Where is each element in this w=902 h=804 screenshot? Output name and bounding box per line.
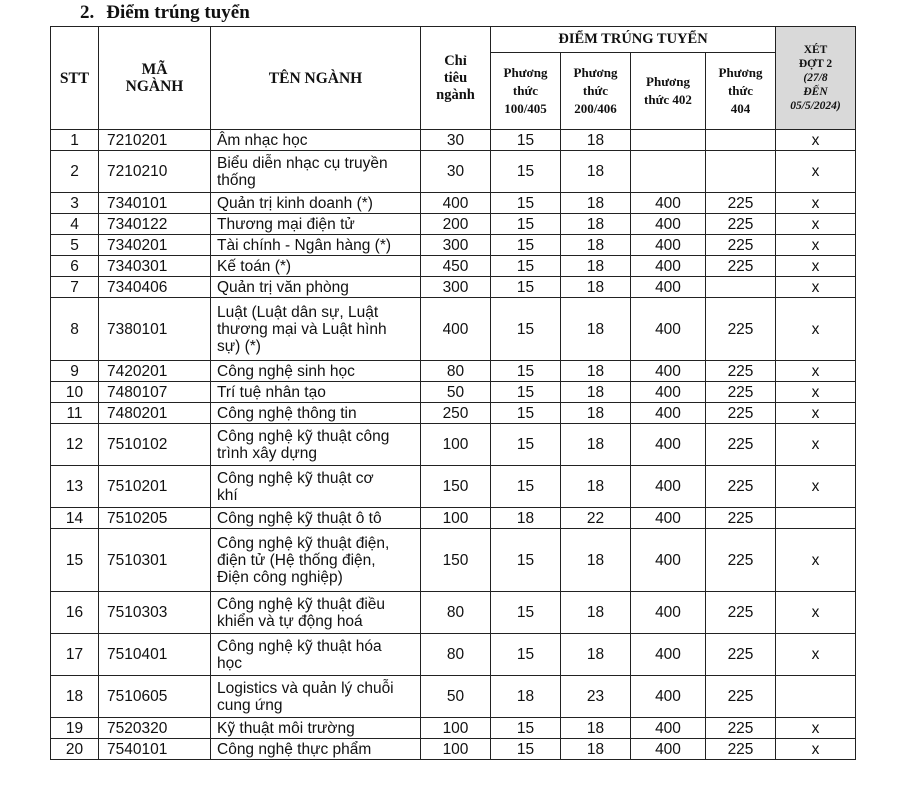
table-row	[51, 634, 856, 676]
cell-xet-dot-2: x	[776, 424, 856, 466]
cell-xet-dot-2: x	[776, 529, 856, 592]
header-chi-tieu: Chỉ tiêu ngành	[421, 27, 491, 130]
cell-pt-200-406: 18	[561, 382, 631, 403]
cell-chi-tieu: 400	[421, 298, 491, 361]
cell-ten-nganh	[211, 424, 421, 466]
cell-xet-dot-2: x	[776, 193, 856, 214]
cell-pt-404: 225	[706, 529, 776, 592]
cell-pt-100-405: 15	[491, 634, 561, 676]
table-row	[51, 739, 856, 760]
ten-nganh-line: Công nghệ kỹ thuật ô tô	[217, 509, 382, 527]
cell-pt-402: 400	[631, 739, 706, 760]
section-title: Điểm trúng tuyển	[106, 2, 250, 23]
cell-pt-404	[706, 151, 776, 193]
ten-nganh-line: Điện công nghiệp)	[217, 568, 343, 586]
cell-xet-dot-2: x	[776, 214, 856, 235]
cell-pt-200-406: 18	[561, 403, 631, 424]
cell-ma-nganh: 7540101	[99, 739, 211, 760]
cell-pt-200-406: 18	[561, 214, 631, 235]
cell-xet-dot-2: x	[776, 718, 856, 739]
cell-chi-tieu: 30	[421, 151, 491, 193]
cell-ma-nganh: 7510205	[99, 508, 211, 529]
cell-stt: 2	[51, 151, 99, 193]
ten-nganh-line: Quản trị kinh doanh (*)	[217, 194, 373, 212]
cell-ma-nganh: 7340301	[99, 256, 211, 277]
cell-stt: 14	[51, 508, 99, 529]
cell-pt-100-405: 15	[491, 592, 561, 634]
cell-pt-402: 400	[631, 256, 706, 277]
cell-pt-404: 225	[706, 193, 776, 214]
header-diem-trung-tuyen: ĐIỂM TRÚNG TUYỂN	[491, 27, 776, 53]
cell-pt-100-405: 15	[491, 403, 561, 424]
cell-chi-tieu: 200	[421, 214, 491, 235]
ten-nganh-line: Thương mại điện tử	[217, 215, 355, 233]
ten-nganh-line: trình xây dựng	[217, 444, 317, 462]
ten-nganh-line: điện tử (Hệ thống điện,	[217, 551, 376, 569]
section-number: 2.	[80, 2, 95, 23]
table-row	[51, 361, 856, 382]
cell-ma-nganh: 7340101	[99, 193, 211, 214]
cell-pt-100-405: 15	[491, 529, 561, 592]
cell-chi-tieu: 100	[421, 424, 491, 466]
cell-chi-tieu: 30	[421, 130, 491, 151]
ten-nganh-line: Công nghệ thực phẩm	[217, 740, 372, 758]
cell-ma-nganh: 7380101	[99, 298, 211, 361]
cell-ten-nganh	[211, 382, 421, 403]
cell-pt-100-405: 18	[491, 676, 561, 718]
header-ma-nganh: MÃ NGÀNH	[99, 27, 211, 130]
cell-pt-402: 400	[631, 382, 706, 403]
cell-pt-402: 400	[631, 634, 706, 676]
cell-stt: 15	[51, 529, 99, 592]
cell-chi-tieu: 50	[421, 676, 491, 718]
cell-ten-nganh	[211, 718, 421, 739]
cell-ten-nganh	[211, 256, 421, 277]
cell-stt: 12	[51, 424, 99, 466]
cell-pt-200-406: 18	[561, 256, 631, 277]
cell-ma-nganh: 7420201	[99, 361, 211, 382]
ten-nganh-line: Âm nhạc học	[217, 131, 308, 149]
cell-pt-200-406: 18	[561, 277, 631, 298]
ten-nganh-line: Trí tuệ nhân tạo	[217, 383, 326, 401]
cell-pt-402: 400	[631, 718, 706, 739]
ten-nganh-line: Logistics và quản lý chuỗi	[217, 679, 394, 697]
cell-pt-404	[706, 277, 776, 298]
cell-pt-100-405: 15	[491, 193, 561, 214]
cell-pt-100-405: 15	[491, 298, 561, 361]
cell-pt-100-405: 15	[491, 256, 561, 277]
header-stt: STT	[51, 27, 99, 130]
cell-xet-dot-2: x	[776, 277, 856, 298]
cell-chi-tieu: 450	[421, 256, 491, 277]
cell-xet-dot-2: x	[776, 403, 856, 424]
cell-pt-100-405: 15	[491, 718, 561, 739]
table-row	[51, 382, 856, 403]
table-row	[51, 214, 856, 235]
cell-ma-nganh: 7510102	[99, 424, 211, 466]
cell-ma-nganh: 7510201	[99, 466, 211, 508]
cell-pt-404: 225	[706, 361, 776, 382]
table-row	[51, 718, 856, 739]
cell-ten-nganh	[211, 529, 421, 592]
cell-pt-402: 400	[631, 277, 706, 298]
ten-nganh-line: học	[217, 654, 242, 672]
cell-pt-100-405: 15	[491, 214, 561, 235]
admission-scores-table	[50, 26, 856, 760]
cell-pt-100-405: 15	[491, 151, 561, 193]
ten-nganh-line: khiển và tự động hoá	[217, 612, 363, 630]
cell-chi-tieu: 400	[421, 193, 491, 214]
cell-pt-200-406: 18	[561, 529, 631, 592]
cell-stt: 18	[51, 676, 99, 718]
ten-nganh-line: Biểu diễn nhạc cụ truyền	[217, 154, 388, 172]
table-row	[51, 592, 856, 634]
cell-pt-404: 225	[706, 235, 776, 256]
cell-chi-tieu: 80	[421, 361, 491, 382]
ten-nganh-line: Công nghệ kỹ thuật hóa	[217, 637, 382, 655]
cell-stt: 10	[51, 382, 99, 403]
cell-chi-tieu: 80	[421, 592, 491, 634]
header-pt-200-406: Phương thức 200/406	[561, 53, 631, 130]
cell-ma-nganh: 7210201	[99, 130, 211, 151]
cell-ma-nganh: 7340122	[99, 214, 211, 235]
cell-ma-nganh: 7510303	[99, 592, 211, 634]
ten-nganh-line: thương mại và Luật hình	[217, 320, 387, 338]
cell-chi-tieu: 300	[421, 277, 491, 298]
cell-pt-200-406: 18	[561, 361, 631, 382]
cell-ten-nganh	[211, 151, 421, 193]
cell-chi-tieu: 250	[421, 403, 491, 424]
cell-xet-dot-2: x	[776, 382, 856, 403]
cell-chi-tieu: 80	[421, 634, 491, 676]
cell-pt-404: 225	[706, 466, 776, 508]
cell-pt-402: 400	[631, 529, 706, 592]
cell-stt: 9	[51, 361, 99, 382]
cell-pt-402	[631, 151, 706, 193]
cell-xet-dot-2: x	[776, 298, 856, 361]
cell-ma-nganh: 7510401	[99, 634, 211, 676]
cell-xet-dot-2: x	[776, 361, 856, 382]
cell-pt-200-406: 18	[561, 424, 631, 466]
cell-pt-402: 400	[631, 298, 706, 361]
cell-xet-dot-2: x	[776, 256, 856, 277]
cell-pt-402: 400	[631, 424, 706, 466]
cell-pt-100-405: 15	[491, 382, 561, 403]
ten-nganh-line: Quản trị văn phòng	[217, 278, 349, 296]
ten-nganh-line: cung ứng	[217, 696, 283, 714]
cell-chi-tieu: 300	[421, 235, 491, 256]
cell-ten-nganh	[211, 739, 421, 760]
cell-pt-404: 225	[706, 592, 776, 634]
cell-pt-402: 400	[631, 592, 706, 634]
table-row	[51, 466, 856, 508]
cell-pt-200-406: 18	[561, 718, 631, 739]
cell-ten-nganh	[211, 214, 421, 235]
cell-ma-nganh: 7510301	[99, 529, 211, 592]
cell-xet-dot-2: x	[776, 235, 856, 256]
cell-stt: 7	[51, 277, 99, 298]
ten-nganh-line: thống	[217, 171, 256, 189]
cell-pt-100-405: 15	[491, 361, 561, 382]
cell-stt: 8	[51, 298, 99, 361]
table-row	[51, 424, 856, 466]
cell-stt: 6	[51, 256, 99, 277]
cell-pt-200-406: 18	[561, 592, 631, 634]
cell-xet-dot-2: x	[776, 151, 856, 193]
cell-ten-nganh	[211, 403, 421, 424]
cell-pt-402: 400	[631, 235, 706, 256]
ten-nganh-line: khí	[217, 486, 238, 504]
cell-pt-404	[706, 130, 776, 151]
cell-pt-200-406: 18	[561, 739, 631, 760]
cell-pt-402: 400	[631, 508, 706, 529]
cell-chi-tieu: 150	[421, 466, 491, 508]
table-row	[51, 529, 856, 592]
cell-pt-100-405: 15	[491, 235, 561, 256]
table-row	[51, 256, 856, 277]
ten-nganh-line: Kỹ thuật môi trường	[217, 719, 355, 737]
header-ten-nganh: TÊN NGÀNH	[211, 27, 421, 130]
cell-ten-nganh	[211, 193, 421, 214]
table-row	[51, 676, 856, 718]
cell-pt-404: 225	[706, 676, 776, 718]
cell-ma-nganh: 7210210	[99, 151, 211, 193]
cell-ten-nganh	[211, 676, 421, 718]
header-pt-100-405: Phương thức 100/405	[491, 53, 561, 130]
section-heading	[80, 2, 250, 24]
ten-nganh-line: Công nghệ kỹ thuật điều	[217, 595, 386, 613]
header-pt-402: Phương thức 402	[631, 53, 706, 130]
cell-pt-404: 225	[706, 403, 776, 424]
header-pt-404: Phương thức 404	[706, 53, 776, 130]
cell-chi-tieu: 100	[421, 739, 491, 760]
cell-pt-200-406: 18	[561, 634, 631, 676]
cell-pt-402: 400	[631, 361, 706, 382]
cell-pt-100-405: 15	[491, 424, 561, 466]
cell-xet-dot-2: x	[776, 592, 856, 634]
cell-stt: 3	[51, 193, 99, 214]
cell-ma-nganh: 7480107	[99, 382, 211, 403]
cell-pt-200-406: 18	[561, 235, 631, 256]
cell-xet-dot-2: x	[776, 466, 856, 508]
cell-xet-dot-2: x	[776, 634, 856, 676]
cell-stt: 13	[51, 466, 99, 508]
ten-nganh-line: Công nghệ sinh học	[217, 362, 355, 380]
cell-pt-100-405: 15	[491, 277, 561, 298]
cell-xet-dot-2	[776, 676, 856, 718]
cell-ma-nganh: 7510605	[99, 676, 211, 718]
cell-pt-402: 400	[631, 214, 706, 235]
cell-pt-404: 225	[706, 739, 776, 760]
ten-nganh-line: Luật (Luật dân sự, Luật	[217, 303, 379, 321]
cell-pt-200-406: 23	[561, 676, 631, 718]
cell-ten-nganh	[211, 361, 421, 382]
cell-pt-200-406: 18	[561, 298, 631, 361]
ten-nganh-line: Công nghệ kỹ thuật điện,	[217, 534, 390, 552]
cell-chi-tieu: 100	[421, 508, 491, 529]
cell-ten-nganh	[211, 508, 421, 529]
cell-pt-404: 225	[706, 298, 776, 361]
ten-nganh-line: Công nghệ kỹ thuật công	[217, 427, 390, 445]
table-row	[51, 277, 856, 298]
cell-stt: 17	[51, 634, 99, 676]
cell-ten-nganh	[211, 634, 421, 676]
cell-xet-dot-2: x	[776, 130, 856, 151]
ten-nganh-line: Công nghệ kỹ thuật cơ	[217, 469, 374, 487]
cell-pt-402: 400	[631, 193, 706, 214]
cell-pt-404: 225	[706, 214, 776, 235]
cell-pt-200-406: 18	[561, 151, 631, 193]
cell-ten-nganh	[211, 466, 421, 508]
cell-pt-404: 225	[706, 508, 776, 529]
cell-stt: 4	[51, 214, 99, 235]
cell-pt-200-406: 18	[561, 130, 631, 151]
cell-ma-nganh: 7520320	[99, 718, 211, 739]
cell-pt-402: 400	[631, 676, 706, 718]
cell-ten-nganh	[211, 130, 421, 151]
cell-pt-404: 225	[706, 424, 776, 466]
cell-ma-nganh: 7480201	[99, 403, 211, 424]
cell-stt: 11	[51, 403, 99, 424]
cell-pt-404: 225	[706, 718, 776, 739]
cell-ten-nganh	[211, 277, 421, 298]
cell-pt-200-406: 18	[561, 466, 631, 508]
ten-nganh-line: sự) (*)	[217, 337, 261, 355]
cell-chi-tieu: 100	[421, 718, 491, 739]
cell-stt: 20	[51, 739, 99, 760]
cell-pt-402: 400	[631, 466, 706, 508]
table-row	[51, 151, 856, 193]
cell-pt-100-405: 15	[491, 466, 561, 508]
cell-stt: 16	[51, 592, 99, 634]
ten-nganh-line: Kế toán (*)	[217, 257, 292, 275]
cell-chi-tieu: 150	[421, 529, 491, 592]
table-row	[51, 235, 856, 256]
cell-pt-100-405: 15	[491, 130, 561, 151]
cell-pt-200-406: 18	[561, 193, 631, 214]
cell-ten-nganh	[211, 235, 421, 256]
cell-pt-404: 225	[706, 634, 776, 676]
cell-pt-404: 225	[706, 382, 776, 403]
cell-pt-404: 225	[706, 256, 776, 277]
cell-stt: 19	[51, 718, 99, 739]
cell-pt-100-405: 15	[491, 739, 561, 760]
cell-ma-nganh: 7340406	[99, 277, 211, 298]
cell-chi-tieu: 50	[421, 382, 491, 403]
table-row	[51, 403, 856, 424]
cell-pt-200-406: 22	[561, 508, 631, 529]
cell-stt: 1	[51, 130, 99, 151]
table-row	[51, 298, 856, 361]
cell-xet-dot-2: x	[776, 739, 856, 760]
cell-pt-402	[631, 130, 706, 151]
table-row	[51, 193, 856, 214]
cell-ma-nganh: 7340201	[99, 235, 211, 256]
cell-stt: 5	[51, 235, 99, 256]
cell-pt-100-405: 18	[491, 508, 561, 529]
table-row	[51, 130, 856, 151]
cell-ten-nganh	[211, 298, 421, 361]
ten-nganh-line: Tài chính - Ngân hàng (*)	[217, 236, 392, 254]
cell-pt-402: 400	[631, 403, 706, 424]
table-row	[51, 508, 856, 529]
cell-xet-dot-2	[776, 508, 856, 529]
ten-nganh-line: Công nghệ thông tin	[217, 404, 357, 422]
cell-ten-nganh	[211, 592, 421, 634]
header-xet-dot-2: XÉT ĐỢT 2 (27/8 ĐẾN 05/5/2024)	[776, 27, 856, 130]
